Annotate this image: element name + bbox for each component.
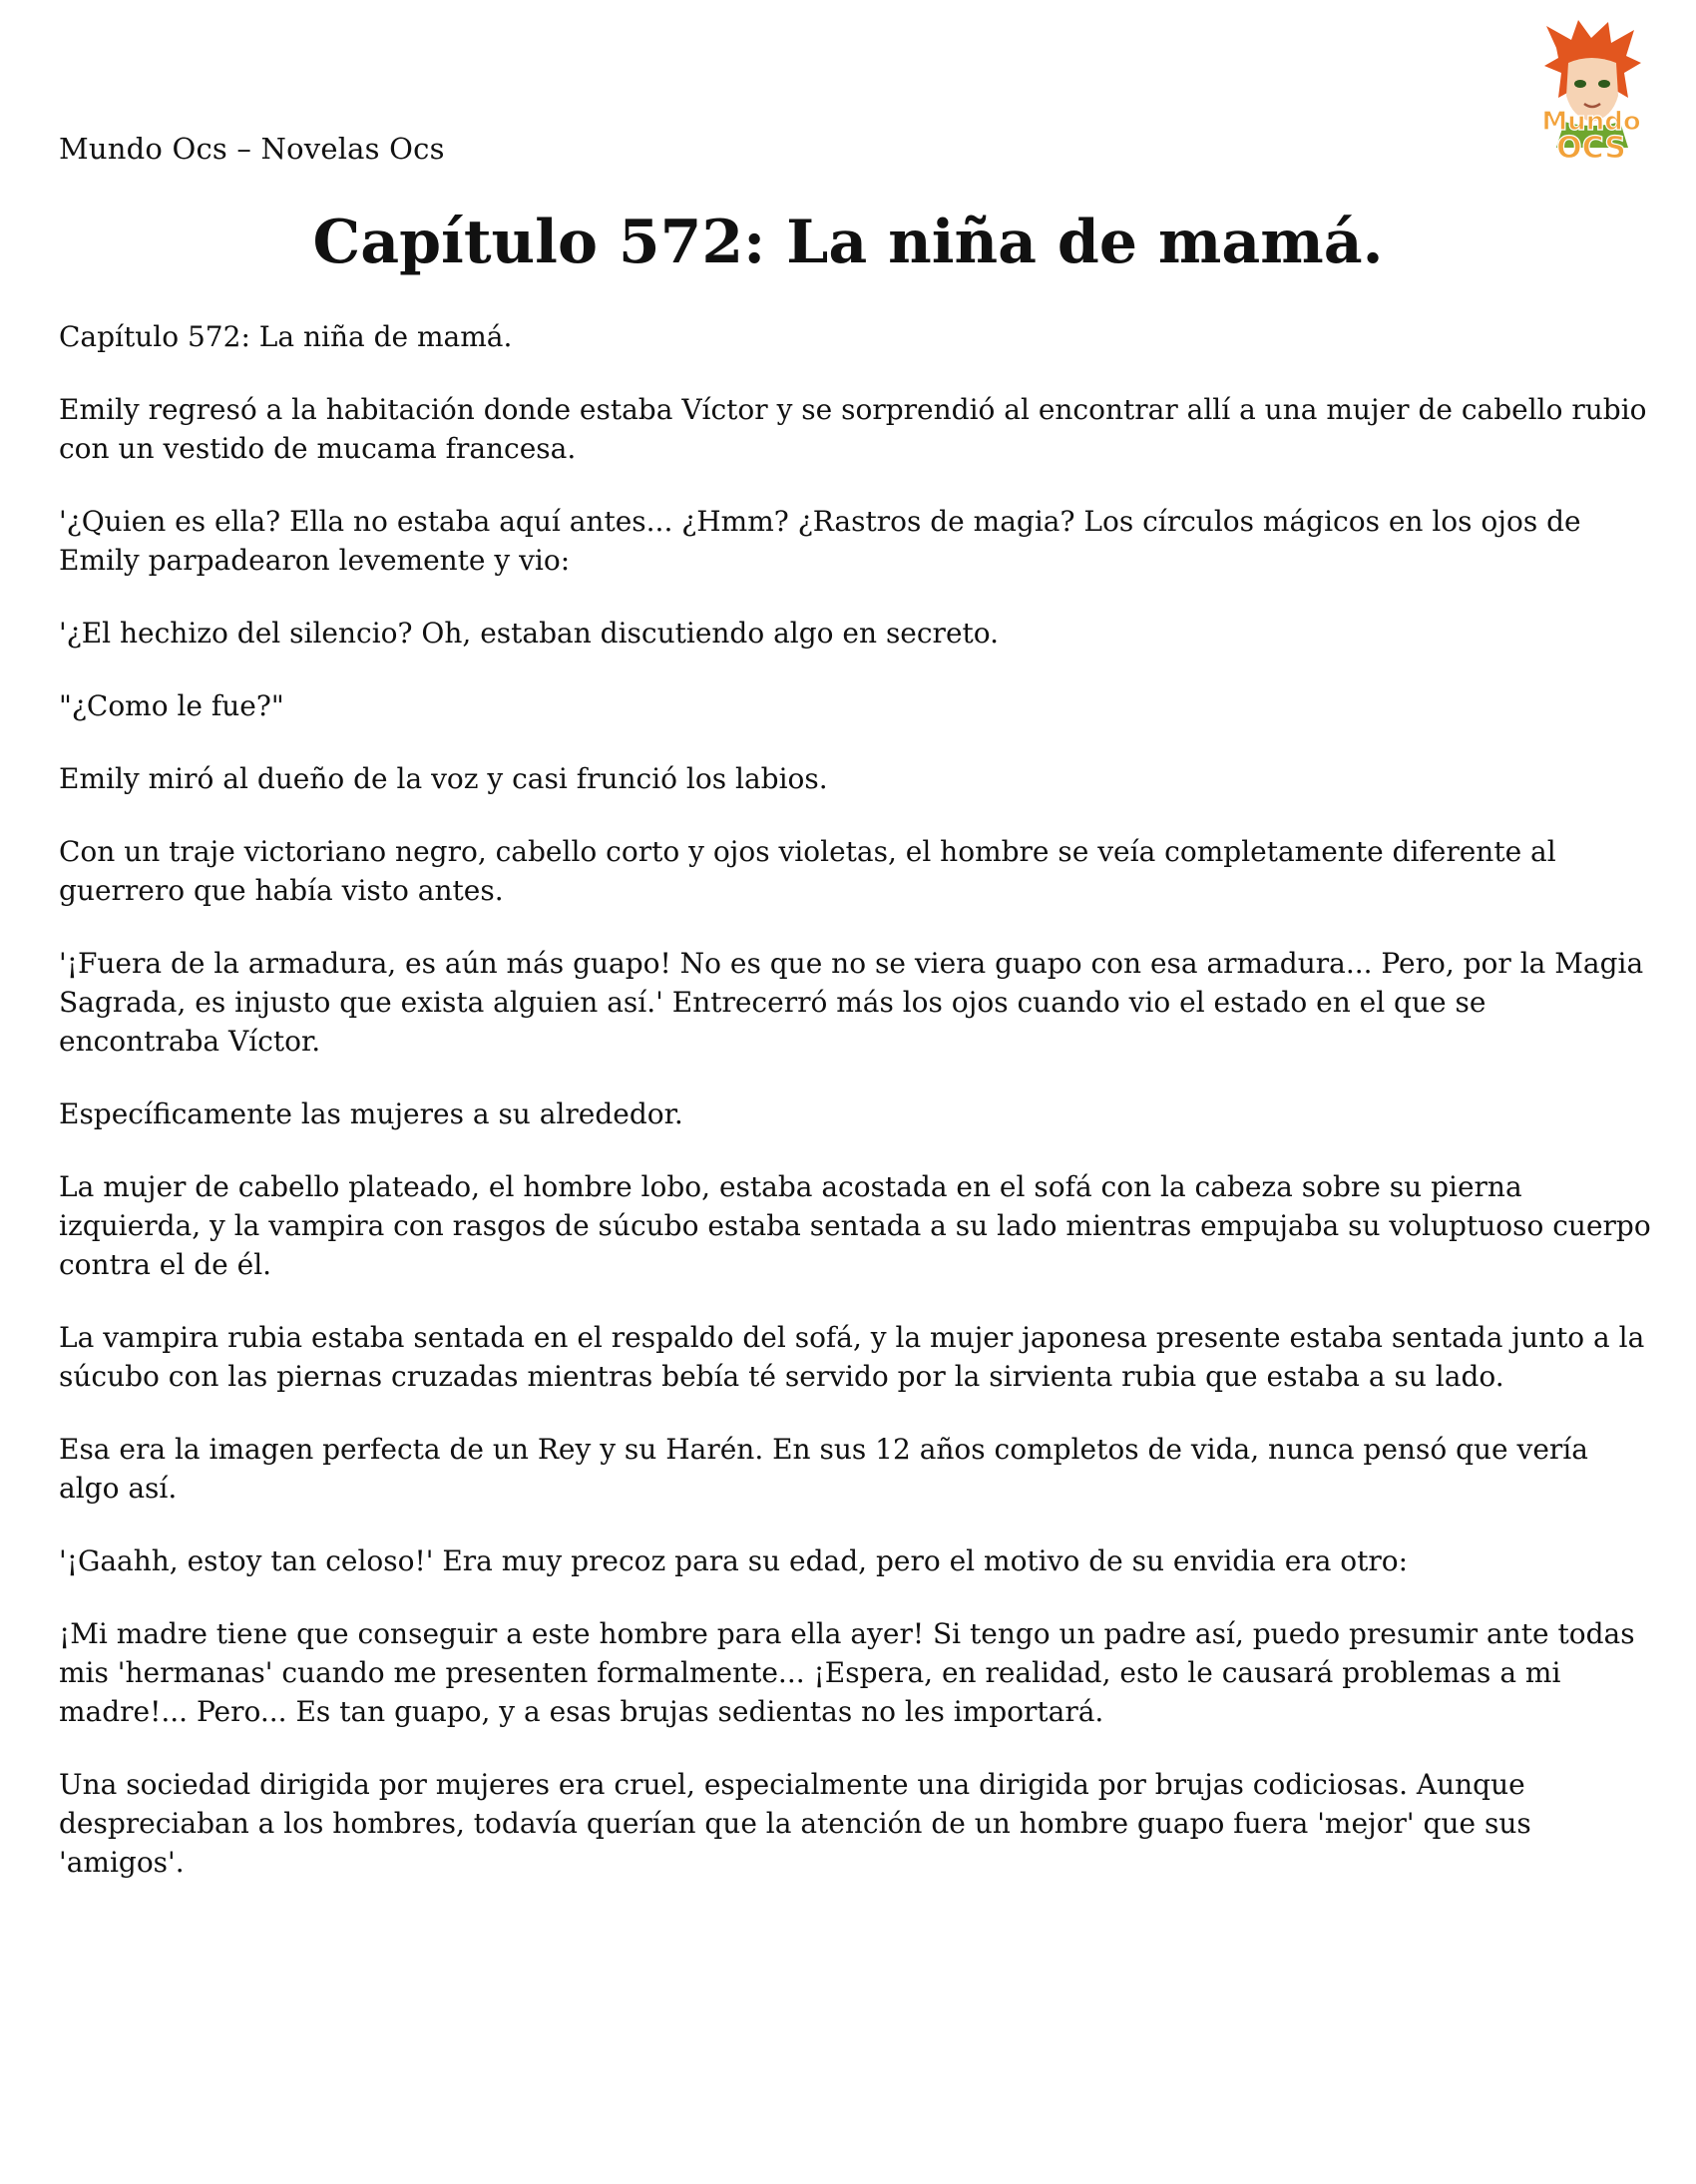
- paragraph: Capítulo 572: La niña de mamá.: [59, 320, 513, 353]
- svg-text:OCS: OCS: [1556, 131, 1626, 166]
- chapter-title: Capítulo 572: La niña de mamá.: [312, 208, 1384, 277]
- paragraph: Específicamente las mujeres a su alrededor.: [59, 1097, 683, 1130]
- paragraph: '¡Fuera de la armadura, es aún más guapo! No es que no se viera guapo con esa armadura... Pero, por la Magia Sagrada, es injusto que exista alguien así.' Entrecerró más los ojos cuando vio el estado en el que se encontraba Víctor.: [59, 947, 1644, 1058]
- paragraph: Esa era la imagen perfecta de un Rey y su Harén. En sus 12 años completos de vida, nunca pensó que vería algo así.: [59, 1433, 1588, 1505]
- svg-text:Mundo: Mundo: [1541, 107, 1641, 137]
- chapter-body: [59, 317, 1655, 1916]
- paragraph: Emily miró al dueño de la voz y casi frunció los labios.: [59, 762, 828, 795]
- paragraph: ¡Mi madre tiene que conseguir a este hombre para ella ayer! Si tengo un padre así, puedo presumir ante todas mis 'hermanas' cuando me presenten formalmente... ¡Espera, en realidad, esto le causará problemas a mi madre!... Pero... Es tan guapo, y a esas brujas sedientas no les importará.: [59, 1617, 1635, 1728]
- site-header: Mundo Ocs – Novelas Ocs: [59, 132, 445, 166]
- paragraph: La vampira rubia estaba sentada en el respaldo del sofá, y la mujer japonesa presente estaba sentada junto a la súcubo con las piernas cruzadas mientras bebía té servido por la sirvienta rubia que estaba a su lado.: [59, 1321, 1645, 1393]
- paragraph: Emily regresó a la habitación donde estaba Víctor y se sorprendió al encontrar allí a una mujer de cabello rubio con un vestido de mucama francesa.: [59, 393, 1647, 465]
- mundo-ocs-logo-icon: [1516, 18, 1666, 168]
- paragraph: Una sociedad dirigida por mujeres era cruel, especialmente una dirigida por brujas codiciosas. Aunque despreciaban a los hombres, todavía querían que la atención de un hombre guapo fuera 'mejor' que sus 'amigos'.: [59, 1768, 1531, 1879]
- paragraph: La mujer de cabello plateado, el hombre lobo, estaba acostada en el sofá con la cabeza sobre su pierna izquierda, y la vampira con rasgos de súcubo estaba sentada a su lado mientras empujaba su voluptuoso cuerpo contra el de él.: [59, 1170, 1651, 1281]
- mundo-ocs-logo: [1516, 18, 1666, 168]
- paragraph: Con un traje victoriano negro, cabello corto y ojos violetas, el hombre se veía completamente diferente al guerrero que había visto antes.: [59, 835, 1556, 907]
- paragraph: '¿El hechizo del silencio? Oh, estaban discutiendo algo en secreto.: [59, 617, 1000, 650]
- paragraph: "¿Como le fue?": [59, 689, 284, 722]
- paragraph: '¿Quien es ella? Ella no estaba aquí antes... ¿Hmm? ¿Rastros de magia? Los círculos mágicos en los ojos de Emily parpadearon levemente y vio:: [59, 505, 1581, 577]
- paragraph: '¡Gaahh, estoy tan celoso!' Era muy precoz para su edad, pero el motivo de su envidia era otro:: [59, 1544, 1409, 1577]
